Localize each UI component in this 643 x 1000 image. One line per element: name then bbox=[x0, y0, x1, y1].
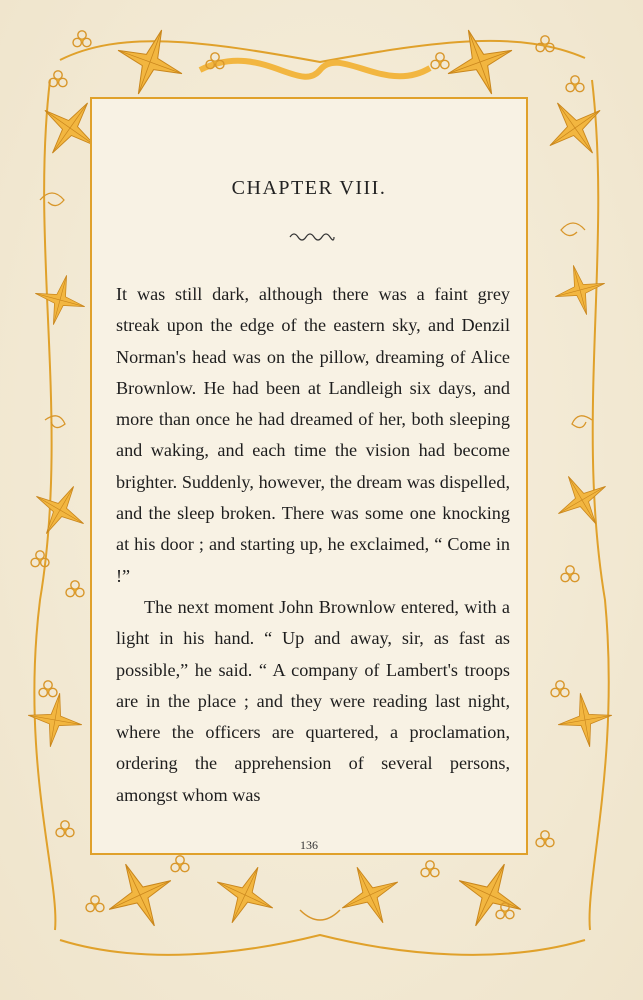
title-flourish-icon bbox=[288, 231, 336, 243]
chapter-title: CHAPTER VIII. bbox=[231, 177, 387, 199]
paragraph: It was still dark, although there was a faint grey streak upon the edge of the eastern sky, and Denzil Norman's head was on the pillow, dreaming of Alice Brownlow. He had been at Landleigh six days, and more than once he had dreamed of her, both sleeping and waking, and each time the vision had become brighter. Suddenly, however, the dream was dispelled, and the sleep broken. There was some one knocking at his door ; and starting up, he exclaimed, “ Come in !” bbox=[116, 284, 510, 586]
chapter-body bbox=[116, 279, 510, 811]
page-number: 136 bbox=[300, 838, 318, 852]
text-block bbox=[90, 97, 528, 855]
paragraph: The next moment John Brownlow entered, with a light in his hand. “ Up and away, sir, as fast as possible,” he said. “ A company of Lambert's troops are in the place ; and they were reading last night, where the officers are quartered, a proclamation, ordering the apprehension of several persons, amongst whom was bbox=[116, 596, 510, 805]
